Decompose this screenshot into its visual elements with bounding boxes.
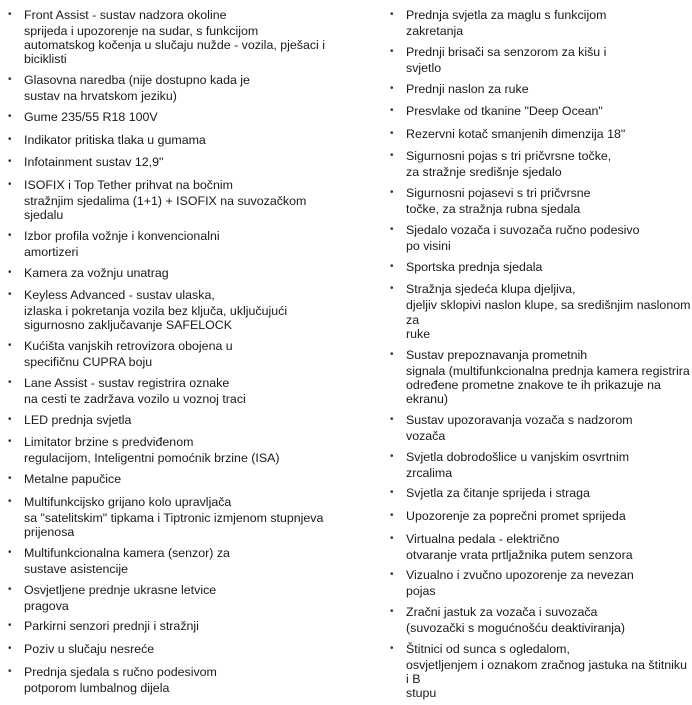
feature-list-item bbox=[0, 153, 346, 171]
feature-item-continuation: stražnjim sjedalima (1+1) + ISOFIX na suvozačkom sjedalu bbox=[24, 193, 307, 222]
bullet-icon: • bbox=[390, 223, 394, 235]
feature-list-item bbox=[382, 411, 692, 443]
feature-item-text: Zračni jastuk za vozača i suvozača bbox=[406, 605, 598, 620]
feature-item-text: Limitator brzine s predviđenom bbox=[24, 435, 194, 450]
feature-item-continuation: zrcalima bbox=[406, 465, 453, 480]
feature-list-item bbox=[0, 470, 346, 488]
feature-item-continuation: vozača bbox=[406, 428, 446, 443]
feature-item-text: Multifunkcijsko grijano kolo upravljača bbox=[24, 494, 232, 509]
feature-item-text: Sigurnosni pojasevi s tri pričvrsne bbox=[406, 186, 591, 201]
bullet-icon: • bbox=[8, 156, 12, 168]
bullet-icon: • bbox=[390, 487, 394, 499]
feature-list-left-column bbox=[0, 6, 346, 699]
feature-item-continuation: izlaska i pokretanja vozila bez ključa, uključujući sigurnosno zaključavanje SAFELOCK bbox=[24, 304, 288, 333]
feature-item-text: Prednji naslon za ruke bbox=[406, 81, 529, 96]
feature-item-text: Presvlake od tkanine "Deep Ocean" bbox=[406, 104, 603, 119]
feature-item-text: Prednja sjedala s ručno podesivom bbox=[24, 664, 217, 679]
bullet-icon: • bbox=[390, 9, 394, 20]
bullet-icon: • bbox=[390, 45, 394, 57]
bullet-icon: • bbox=[390, 606, 394, 618]
feature-item-continuation: amortizeri bbox=[24, 244, 79, 259]
bullet-icon: • bbox=[8, 546, 12, 558]
feature-item-text: Infotainment sustav 12,9" bbox=[24, 155, 164, 170]
feature-item-text: Stražnja sjedeća klupa djeljiva, bbox=[406, 282, 576, 297]
feature-list-item bbox=[0, 337, 346, 369]
bullet-icon: • bbox=[8, 495, 12, 507]
bullet-icon: • bbox=[8, 413, 12, 425]
bullet-icon: • bbox=[8, 111, 12, 122]
bullet-icon: • bbox=[8, 229, 12, 241]
feature-item-text: LED prednja svjetla bbox=[24, 412, 132, 427]
feature-item-text: Multifunkcionalna kamera (senzor) za bbox=[24, 545, 230, 560]
feature-list-item bbox=[0, 374, 346, 406]
feature-list-item bbox=[0, 108, 346, 126]
feature-item-text: Štitnici od sunca s ogledalom, bbox=[406, 641, 570, 656]
bullet-icon: • bbox=[390, 450, 394, 462]
feature-item-text: ISOFIX i Top Tether prihvat na bočnim bbox=[24, 177, 233, 192]
bullet-icon: • bbox=[390, 105, 394, 117]
feature-list-item bbox=[0, 544, 346, 576]
feature-item-text: Vizualno i zvučno upozorenje za nevezan bbox=[406, 568, 634, 583]
feature-list-item bbox=[382, 6, 692, 38]
bullet-icon: • bbox=[8, 289, 12, 301]
bullet-icon: • bbox=[8, 436, 12, 448]
bullet-icon: • bbox=[8, 340, 12, 352]
feature-list-item bbox=[382, 125, 692, 143]
feature-list-item bbox=[0, 176, 346, 222]
bullet-icon: • bbox=[8, 9, 12, 20]
feature-item-text: Prednja svjetla za maglu s funkcijom bbox=[406, 8, 607, 22]
feature-list-item bbox=[0, 433, 346, 465]
bullet-icon: • bbox=[8, 376, 12, 388]
feature-item-text: Prednji brisači sa senzorom za kišu i bbox=[406, 44, 607, 59]
bullet-icon: • bbox=[390, 642, 394, 654]
feature-list-item bbox=[382, 640, 692, 701]
bullet-icon: • bbox=[390, 532, 394, 544]
feature-item-continuation: osvjetljenjem i oznakom zračnog jastuka na štitniku i B stupu bbox=[406, 657, 687, 701]
feature-item-continuation: sustav na hrvatskom jeziku) bbox=[24, 89, 177, 104]
feature-item-text: Osvjetljene prednje ukrasne letvice bbox=[24, 582, 217, 597]
feature-list-item bbox=[382, 80, 692, 98]
feature-list-item bbox=[382, 484, 692, 502]
feature-item-text: Svjetla za čitanje sprijeda i straga bbox=[406, 486, 590, 501]
feature-item-text: Rezervni kotač smanjenih dimenzija 18" bbox=[406, 126, 626, 141]
feature-list-item bbox=[382, 258, 692, 276]
feature-item-continuation: potporom lumbalnog dijela bbox=[24, 680, 170, 695]
feature-list-item bbox=[0, 663, 346, 695]
feature-item-text: Sustav upozoravanja vozača s nadzorom bbox=[406, 412, 633, 427]
feature-item-continuation: regulacijom, Inteligentni pomoćnik brzine (ISA) bbox=[24, 451, 280, 466]
feature-list-item bbox=[0, 131, 346, 149]
feature-list-right-column bbox=[382, 6, 692, 705]
bullet-icon: • bbox=[390, 127, 394, 139]
feature-item-text: Lane Assist - sustav registrira oznake bbox=[24, 375, 230, 390]
feature-item-text: Parkirni senzori prednji i stražnji bbox=[24, 619, 199, 634]
bullet-icon: • bbox=[390, 283, 394, 295]
feature-item-continuation: pragova bbox=[24, 598, 69, 613]
feature-list-item bbox=[382, 280, 692, 341]
feature-item-text: Virtualna pedala - električno bbox=[406, 531, 560, 546]
feature-item-continuation: otvaranje vrata prtljažnika putem senzora bbox=[406, 547, 633, 562]
feature-list-item bbox=[0, 581, 346, 613]
feature-item-text: Sigurnosni pojas s tri pričvrsne točke, bbox=[406, 149, 612, 164]
feature-item-text: Indikator pritiska tlaka u gumama bbox=[24, 132, 206, 147]
feature-item-continuation: svjetlo bbox=[406, 60, 442, 75]
feature-item-continuation: pojas bbox=[406, 584, 436, 599]
feature-item-continuation: sa "satelitskim" tipkama i Tiptronic izmjenom stupnjeva prijenosa bbox=[24, 510, 324, 539]
feature-list-right bbox=[382, 6, 692, 701]
bullet-icon: • bbox=[390, 348, 394, 360]
feature-list-item bbox=[382, 102, 692, 120]
feature-list-item bbox=[0, 640, 346, 658]
feature-item-continuation: točke, za stražnja rubna sjedala bbox=[406, 202, 581, 217]
feature-list-item bbox=[382, 221, 692, 253]
bullet-icon: • bbox=[8, 665, 12, 677]
feature-item-continuation: sustave asistencije bbox=[24, 561, 128, 576]
feature-item-continuation: signala (multifunkcionalna prednja kamera registrira određene prometne znakove te ih prikazuje na ekranu) bbox=[406, 363, 690, 406]
bullet-icon: • bbox=[8, 74, 12, 86]
feature-item-text: Kamera za vožnju unatrag bbox=[24, 265, 169, 280]
bullet-icon: • bbox=[390, 82, 394, 94]
bullet-icon: • bbox=[390, 413, 394, 425]
feature-list-left bbox=[0, 6, 346, 695]
feature-item-text: Metalne papučice bbox=[24, 472, 122, 487]
feature-item-text: Poziv u slučaju nesreće bbox=[24, 641, 155, 656]
feature-list-item bbox=[0, 71, 346, 103]
feature-list-item bbox=[0, 227, 346, 259]
bullet-icon: • bbox=[390, 150, 394, 162]
feature-item-continuation: na cesti te zadržava vozilo u voznoj traci bbox=[24, 391, 246, 406]
feature-list-item bbox=[0, 411, 346, 429]
feature-list-item bbox=[382, 448, 692, 480]
feature-list-item bbox=[382, 147, 692, 179]
feature-item-text: Front Assist - sustav nadzora okoline bbox=[24, 8, 227, 22]
bullet-icon: • bbox=[390, 187, 394, 199]
feature-list-item bbox=[0, 264, 346, 282]
feature-item-continuation: specifičnu CUPRA boju bbox=[24, 355, 153, 370]
bullet-icon: • bbox=[390, 260, 394, 272]
feature-list-item bbox=[382, 184, 692, 216]
feature-item-text: Glasovna naredba (nije dostupno kada je bbox=[24, 73, 250, 88]
bullet-icon: • bbox=[390, 509, 394, 521]
feature-item-text: Keyless Advanced - sustav ulaska, bbox=[24, 288, 215, 303]
feature-list-item bbox=[382, 603, 692, 635]
feature-item-text: Gume 235/55 R18 100V bbox=[24, 110, 158, 124]
feature-item-continuation: sprijeda i upozorenje na sudar, s funkcijom automatskog kočenja u slučaju nužde - vozila, pješaci i biciklisti bbox=[24, 24, 325, 67]
feature-item-continuation: (suvozački s mogućnošću deaktiviranja) bbox=[406, 621, 625, 636]
feature-item-text: Sportska prednja sjedala bbox=[406, 259, 543, 274]
feature-list-item bbox=[0, 493, 346, 539]
bullet-icon: • bbox=[8, 642, 12, 654]
feature-item-continuation: djeljiv sklopivi naslon klupe, sa središnjim naslonom za ruke bbox=[406, 298, 691, 341]
feature-item-text: Izbor profila vožnje i konvencionalni bbox=[24, 228, 220, 243]
feature-item-text: Kućišta vanjskih retrovizora obojena u bbox=[24, 339, 233, 354]
feature-list-item bbox=[382, 43, 692, 75]
bullet-icon: • bbox=[8, 620, 12, 632]
feature-list-item bbox=[382, 507, 692, 525]
feature-list-item bbox=[0, 6, 346, 67]
feature-list-item bbox=[0, 617, 346, 635]
bullet-icon: • bbox=[390, 569, 394, 581]
bullet-icon: • bbox=[8, 266, 12, 278]
feature-item-text: Sjedalo vozača i suvozača ručno podesivo bbox=[406, 222, 640, 237]
bullet-icon: • bbox=[8, 473, 12, 485]
bullet-icon: • bbox=[8, 178, 12, 190]
feature-item-text: Sustav prepoznavanja prometnih bbox=[406, 347, 588, 362]
bullet-icon: • bbox=[8, 133, 12, 145]
feature-item-continuation: za stražnje središnje sjedalo bbox=[406, 165, 562, 180]
feature-list-item bbox=[0, 286, 346, 332]
feature-item-continuation: zakretanja bbox=[406, 24, 464, 38]
feature-list-item bbox=[382, 530, 692, 562]
bullet-icon: • bbox=[8, 583, 12, 595]
feature-list-item bbox=[382, 346, 692, 407]
feature-item-text: Svjetla dobrodošlice u vanjskim osvrtnim bbox=[406, 449, 630, 464]
feature-item-continuation: po visini bbox=[406, 238, 451, 253]
feature-item-text: Upozorenje za poprečni promet sprijeda bbox=[406, 508, 626, 523]
feature-list-item bbox=[382, 566, 692, 598]
